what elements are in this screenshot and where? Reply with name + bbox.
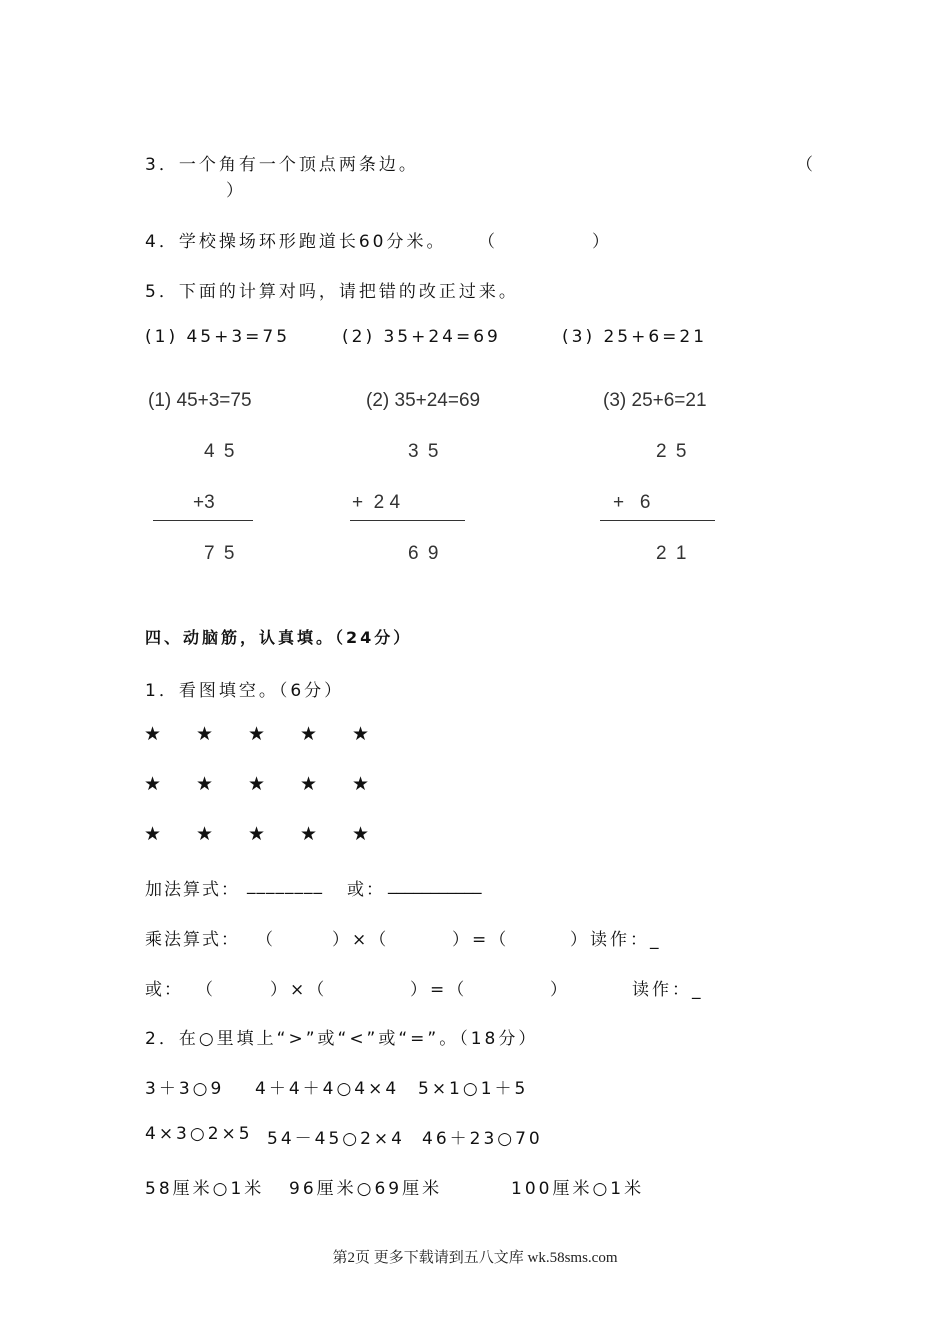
star-icon: ★	[300, 723, 318, 745]
vertical-3-top: 2 5	[656, 441, 689, 462]
star-icon: ★	[144, 723, 162, 745]
compare-r2-c2: 54－45○2×4	[267, 1129, 405, 1149]
question-4-paren-close: ）	[592, 232, 612, 252]
multiplication-part-1: （	[256, 930, 276, 950]
compare-r3-c2: 96厘米○69厘米	[289, 1179, 443, 1199]
star-icon: ★	[352, 773, 370, 795]
star-icon: ★	[300, 773, 318, 795]
multiplication-part-3: ）=（	[452, 930, 510, 950]
calc-item-1: (1) 45+3=75	[145, 327, 291, 347]
compare-r3-c3: 100厘米○1米	[511, 1179, 645, 1199]
addition-blank-1: ________	[247, 875, 323, 895]
star-icon: ★	[144, 773, 162, 795]
compare-r2-c1: 4×3○2×5	[145, 1124, 253, 1144]
star-icon: ★	[196, 823, 214, 845]
star-icon: ★	[300, 823, 318, 845]
compare-r1-c1: 3＋3○9	[145, 1079, 225, 1099]
question-4: 4．学校操场环形跑道长60分米。	[145, 232, 447, 252]
vertical-2-top: 3 5	[408, 441, 441, 462]
multiplication-or-part-5: 读作：_	[632, 980, 704, 1000]
section-4-q1: 1．看图填空。（6分）	[145, 681, 345, 701]
addition-label: 加法算式：	[145, 880, 240, 900]
vertical-2-header: (2) 35+24=69	[366, 390, 481, 411]
multiplication-or-label: 或：	[145, 980, 183, 1000]
page-footer: 第2页 更多下载请到五八文库 wk.58sms.com	[332, 1250, 618, 1266]
calc-item-3: (3) 25+6=21	[562, 327, 708, 347]
star-icon: ★	[248, 773, 266, 795]
question-5: 5．下面的计算对吗，请把错的改正过来。	[145, 282, 519, 302]
multiplication-part-2: ）×（	[332, 930, 390, 950]
vertical-1-bottom: +3	[193, 492, 215, 513]
multiplication-label: 乘法算式：	[145, 930, 240, 950]
compare-r1-c2: 4＋4＋4○4×4	[255, 1079, 400, 1099]
star-icon: ★	[248, 723, 266, 745]
question-3: 3．一个角有一个顶点两条边。	[145, 155, 419, 175]
addition-blank-2: ___________	[388, 875, 482, 895]
vertical-3-bottom: + 6	[613, 492, 651, 513]
compare-r3-c1: 58厘米○1米	[145, 1179, 265, 1199]
multiplication-part-4: ）读作：_	[570, 930, 662, 950]
star-icon: ★	[196, 723, 214, 745]
addition-or: 或：	[347, 880, 385, 900]
multiplication-or-part-4: ）	[550, 980, 570, 1000]
multiplication-or-part-2: ）×（	[270, 980, 328, 1000]
vertical-2-bottom: + 2 4	[352, 492, 401, 513]
star-icon: ★	[144, 823, 162, 845]
vertical-1-header: (1) 45+3=75	[148, 390, 252, 411]
vertical-2-rule	[350, 520, 465, 521]
star-icon: ★	[196, 773, 214, 795]
star-icon: ★	[352, 823, 370, 845]
vertical-1-rule	[153, 520, 253, 521]
vertical-2-result: 6 9	[408, 543, 441, 564]
vertical-1-result: 7 5	[204, 543, 237, 564]
question-3-paren-open: （	[796, 155, 816, 175]
vertical-3-header: (3) 25+6=21	[603, 390, 707, 411]
vertical-1-top: 4 5	[204, 441, 237, 462]
question-3-paren-close: ）	[226, 181, 246, 201]
multiplication-or-part-1: （	[196, 980, 216, 1000]
section-4-title: 四、动脑筋，认真填。（24分）	[145, 628, 413, 647]
calc-item-2: (2) 35+24=69	[342, 327, 501, 347]
question-4-paren-open: （	[478, 232, 498, 252]
star-icon: ★	[352, 723, 370, 745]
vertical-3-rule	[600, 520, 715, 521]
vertical-3-result: 2 1	[656, 543, 689, 564]
compare-r2-c3: 46＋23○70	[422, 1129, 543, 1149]
multiplication-or-part-3: ）=（	[410, 980, 468, 1000]
section-4-q2: 2．在○里填上“>”或“<”或“=”。（18分）	[145, 1029, 539, 1049]
compare-r1-c3: 5×1○1＋5	[418, 1079, 529, 1099]
star-icon: ★	[248, 823, 266, 845]
